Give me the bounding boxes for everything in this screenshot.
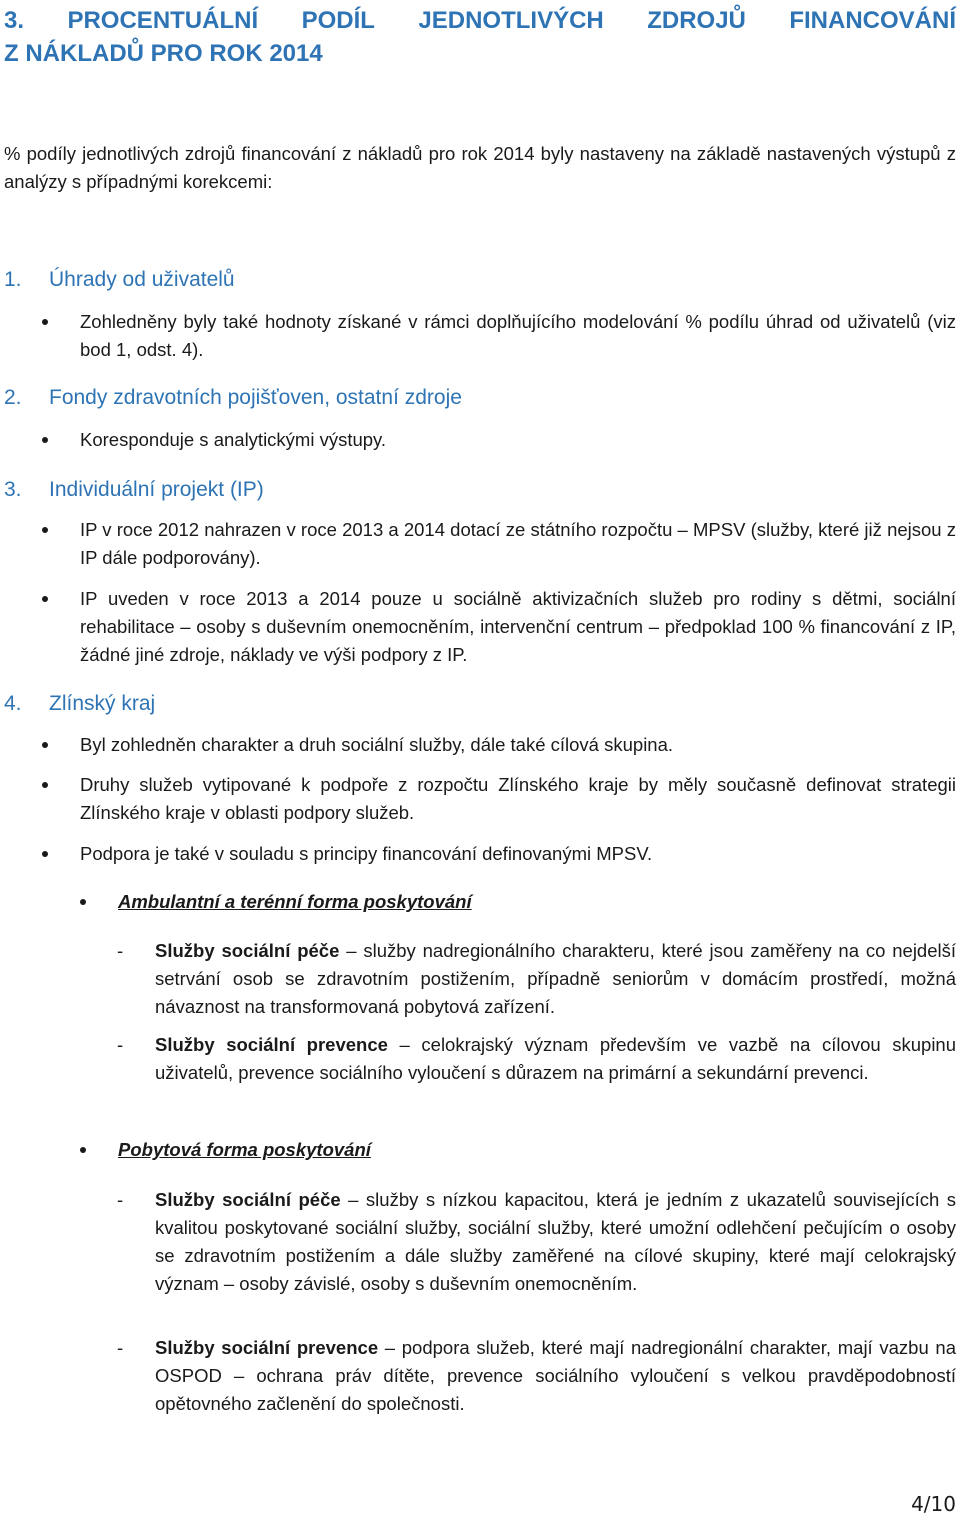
- section-4-heading: [4, 690, 155, 718]
- bullet-item: [42, 426, 956, 454]
- dash-item: [117, 1334, 956, 1418]
- page-heading: [4, 4, 956, 70]
- heading-word: PODÍL: [301, 7, 375, 34]
- service-type: Služby sociální péče: [155, 940, 340, 961]
- bullet-item: [42, 840, 956, 868]
- service-description: – podpora služeb, které mají nadregionální charakter, mají vazbu na OSPOD – ochrana práv dítěte, prevence sociálního vyloučení s velkou pravděpodobností opětovného začlenění do společnosti.: [155, 1337, 956, 1414]
- dash-text: [155, 1334, 956, 1418]
- form-title: Pobytová forma poskytování: [118, 1139, 371, 1160]
- section-title: Úhrady od uživatelů: [49, 268, 235, 291]
- service-type: Služby sociální prevence: [155, 1034, 388, 1055]
- form-heading-ambulant: [80, 888, 956, 916]
- heading-word: JEDNOTLIVÝCH: [418, 7, 604, 34]
- section-number: 1.: [4, 268, 22, 291]
- dash-marker: -: [117, 1189, 124, 1210]
- section-title: Fondy zdravotních pojišťoven, ostatní zdroje: [49, 386, 462, 409]
- bullet-text: Podpora je také v souladu s principy financování definovanými MPSV.: [80, 843, 653, 864]
- heading-word: FINANCOVÁNÍ: [789, 7, 956, 34]
- dash-text: [155, 1031, 956, 1087]
- bullet-text: Druhy služeb vytipované k podpoře z rozpočtu Zlínského kraje by měly současně definovat strategii Zlínského kraje v oblasti podpory služeb.: [80, 774, 956, 823]
- page-number: 4/10: [911, 1492, 956, 1516]
- service-type: Služby sociální prevence: [155, 1337, 379, 1358]
- dash-marker: -: [117, 940, 124, 961]
- bullet-item: [42, 308, 956, 364]
- heading-line-2: Z NÁKLADŮ PRO ROK 2014: [4, 40, 323, 67]
- bullet-item: [42, 731, 956, 759]
- heading-word: PROCENTUÁLNÍ: [67, 7, 259, 34]
- bullet-item: [42, 771, 956, 827]
- section-number: 3.: [4, 478, 22, 501]
- service-type: Služby sociální péče: [155, 1189, 341, 1210]
- dash-text: [155, 1186, 956, 1298]
- section-number: 2.: [4, 386, 22, 409]
- service-description: – služby s nízkou kapacitou, která je jedním z ukazatelů souvisejících s kvalitou poskytované sociální služby, sociální služby, které umožní odlehčení pečujícím o osoby se zdravotním postižením a dále služby zaměřené na cílové skupiny, které mají celokrajský význam – osoby závislé, osoby s duševním onemocněním.: [155, 1189, 956, 1294]
- dash-item: [117, 1186, 956, 1298]
- form-title: Ambulantní a terénní forma poskytování: [118, 891, 472, 912]
- dash-item: [117, 937, 956, 1021]
- bullet-item: [42, 585, 956, 669]
- service-description: – celokrajský význam především ve vazbě na cílovou skupinu uživatelů, prevence sociálního vyloučení s důrazem na primární a sekundární prevenci.: [155, 1034, 957, 1083]
- bullet-text: Koresponduje s analytickými výstupy.: [80, 429, 387, 450]
- section-3-heading: [4, 476, 264, 504]
- intro-paragraph: % podíly jednotlivých zdrojů financování z nákladů pro rok 2014 byly nastaveny na základě nastavených výstupů z analýzy s případnými korekcemi:: [4, 143, 956, 192]
- bullet-text: Zohledněny byly také hodnoty získané v rámci doplňujícího modelování % podílu úhrad od uživatelů (viz bod 1, odst. 4).: [80, 311, 956, 360]
- bullet-item: [42, 516, 956, 572]
- dash-text: [155, 937, 956, 1021]
- heading-word: 3.: [4, 7, 25, 34]
- section-number: 4.: [4, 692, 22, 715]
- service-description: – služby nadregionálního charakteru, které jsou zaměřeny na co nejdelší setrvání osob se zdravotním postižením, případně seniorům v domácím prostředí, možná návaznost na transformovaná pobytová zařízení.: [155, 940, 957, 1017]
- dash-item: [117, 1031, 956, 1087]
- bullet-text: IP v roce 2012 nahrazen v roce 2013 a 2014 dotací ze státního rozpočtu – MPSV (služby, které již nejsou z IP dále podporovány).: [80, 519, 956, 568]
- section-2-heading: [4, 384, 462, 412]
- form-heading-residential: [80, 1136, 956, 1164]
- heading-word: ZDROJŮ: [647, 7, 746, 34]
- dash-marker: -: [117, 1337, 124, 1358]
- section-title: Individuální projekt (IP): [49, 478, 264, 501]
- heading-line-1: [4, 4, 956, 37]
- section-1-heading: [4, 266, 235, 294]
- bullet-text: IP uveden v roce 2013 a 2014 pouze u sociálně aktivizačních služeb pro rodiny s dětmi, sociální rehabilitace – osoby s duševním onemocněním, intervenční centrum – předpoklad 100 % financování z IP, žádné jiné zdroje, náklady ve výši podpory z IP.: [80, 588, 956, 665]
- section-title: Zlínský kraj: [49, 692, 156, 715]
- dash-marker: -: [117, 1034, 124, 1055]
- bullet-text: Byl zohledněn charakter a druh sociální služby, dále také cílová skupina.: [80, 734, 674, 755]
